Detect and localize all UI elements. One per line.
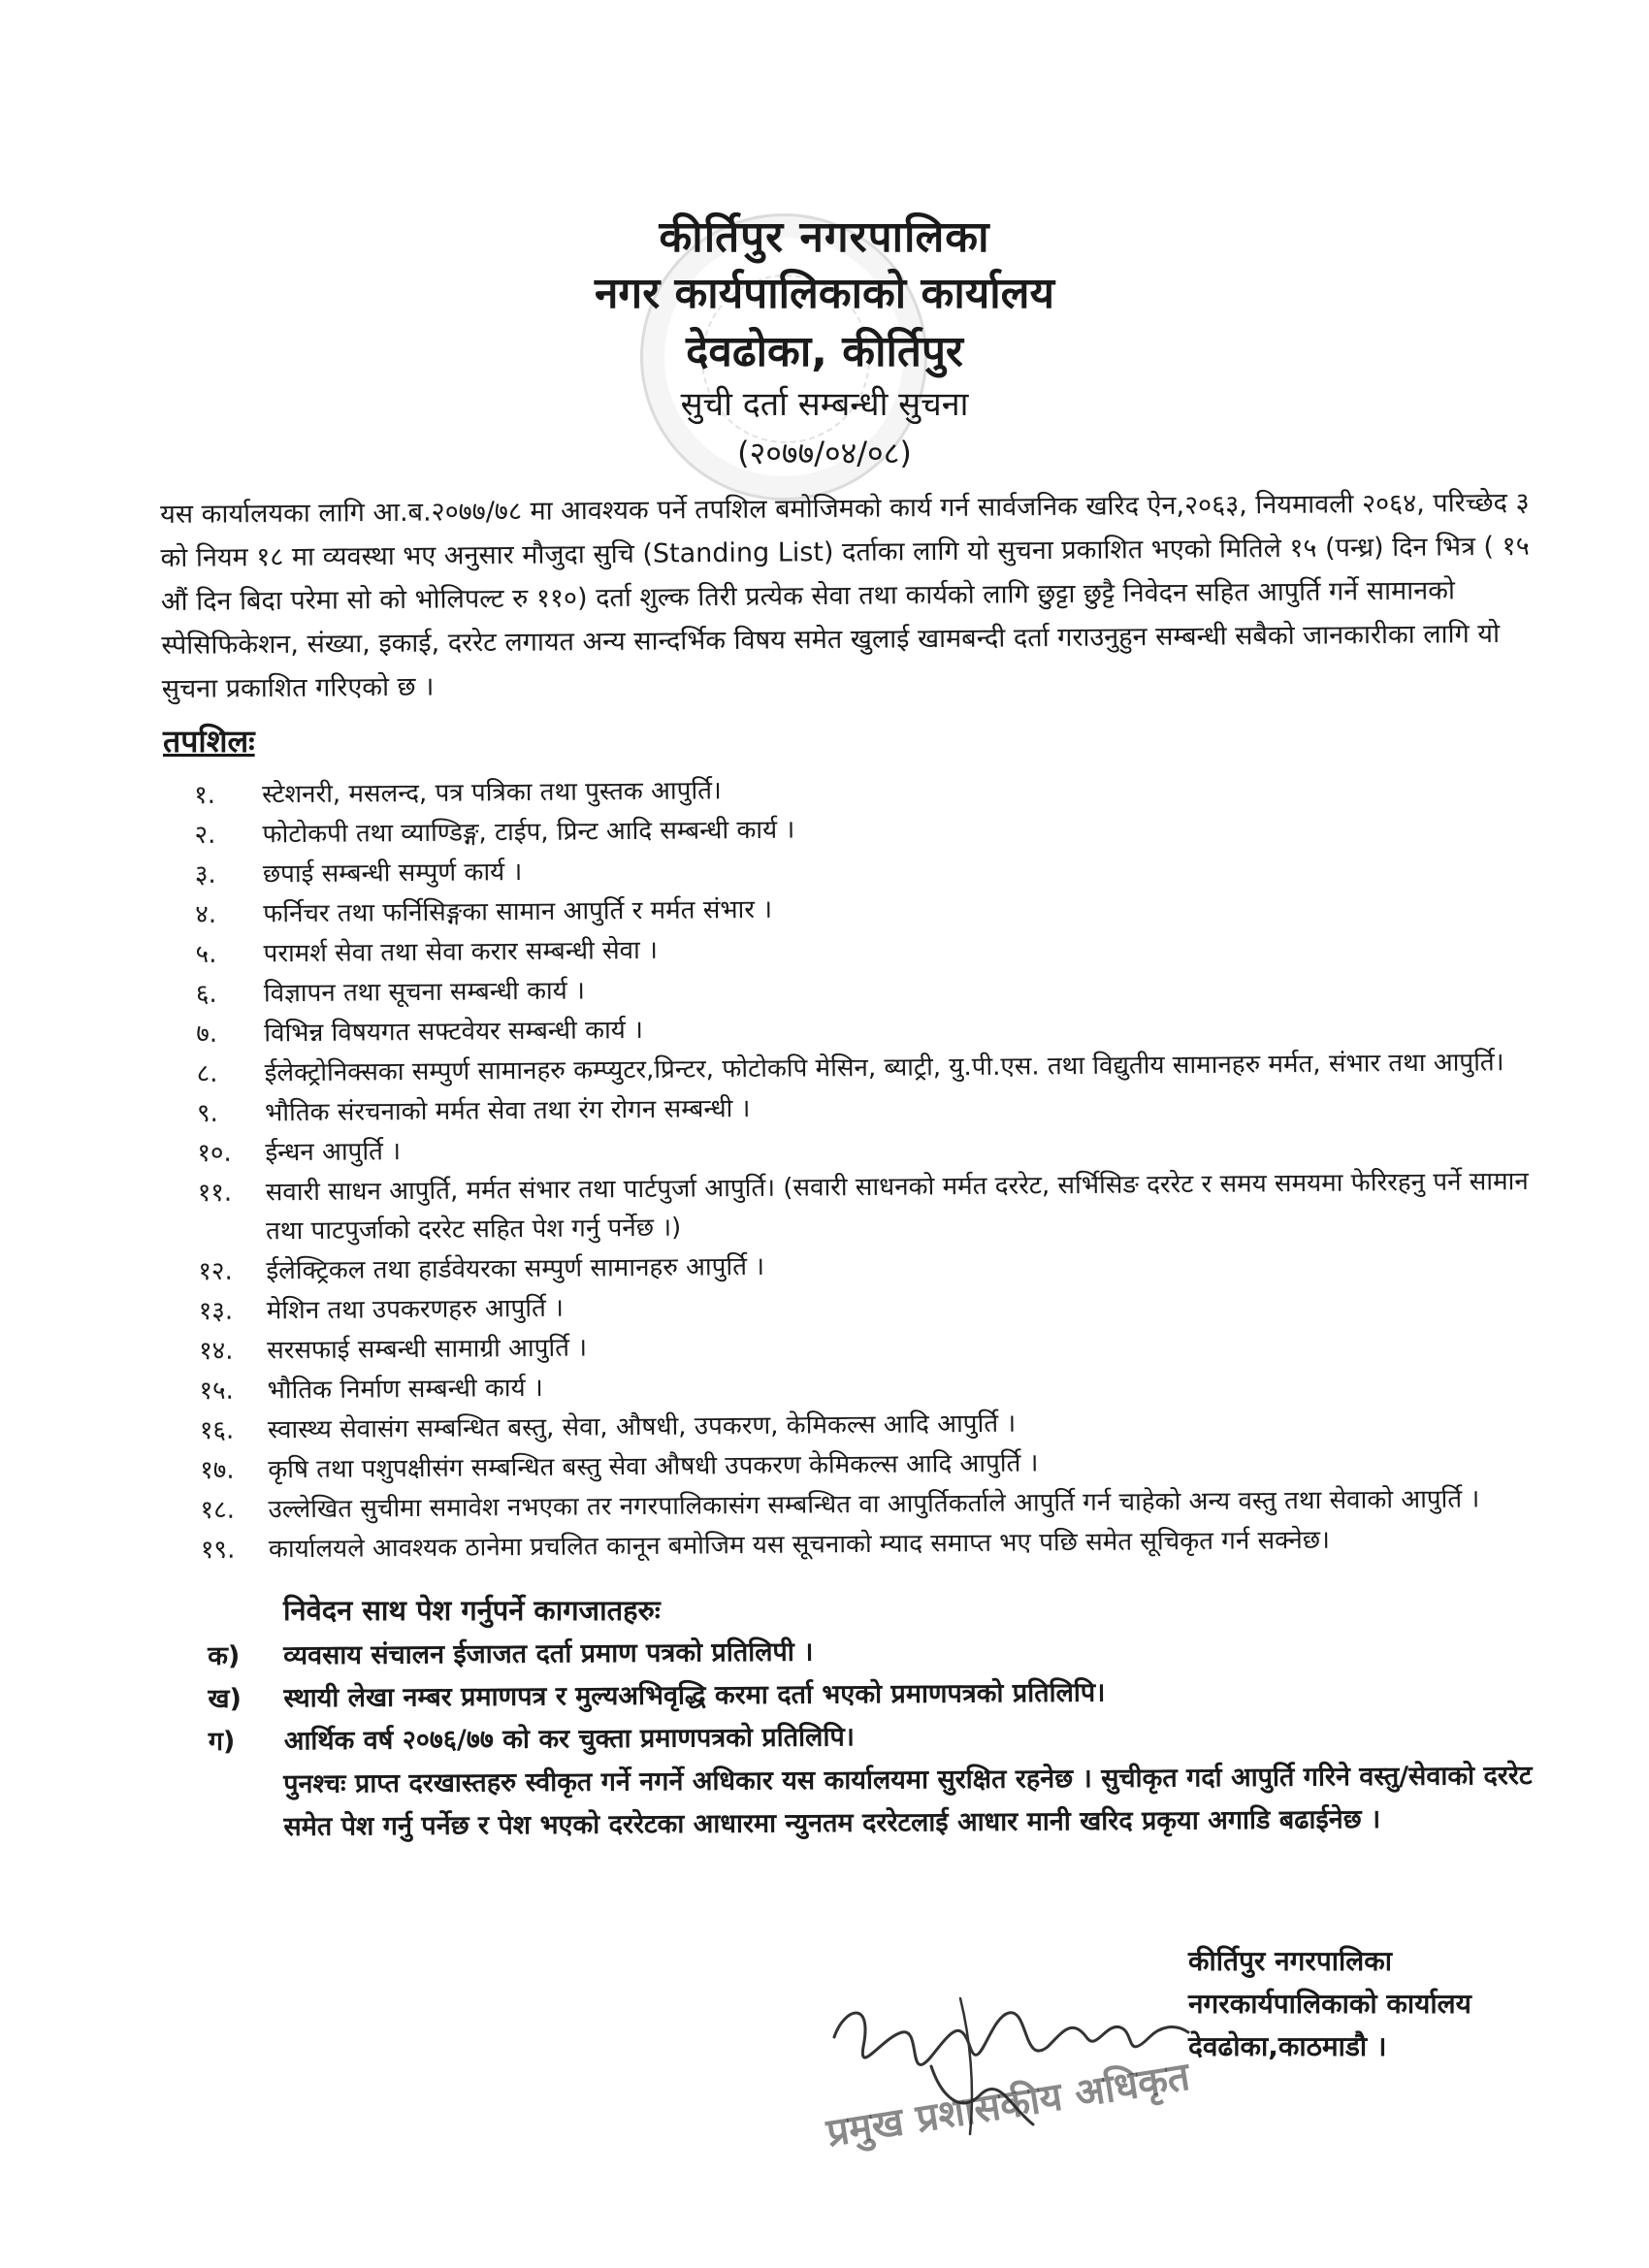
service-item-number: १६. <box>199 1415 235 1445</box>
postscript-note: पुनश्चः प्राप्त दरखास्तहरु स्वीकृत गर्ने नगर्ने अधिकार यस कार्यालयमा सुरक्षित रहनेछ । सुचीकृत गर्दा आपुर्ति गरिने वस्तु/सेवाको दररेट समेत पेश गर्नु पर्नेछ र पेश भएको दररेटका आधारमा न्युनतम दररेटलाई आधार मानी खरिद प्रकृया अगाडि बढाईनेछ । <box>283 1761 1533 1842</box>
service-item-text: कार्यालयले आवश्यक ठानेमा प्रचलित कानून बमोजिम यस सूचनाको म्याद समाप्त भए पछि समेत सूचिकृत गर्न सक्नेछ। <box>268 1525 1331 1565</box>
service-item-text: ईलेक्ट्रोनिक्सका सम्पुर्ण सामानहरु कम्प्युटर,प्रिन्टर, फोटोकपि मेसिन, ब्याट्री, यु.पी.एस. तथा विद्युतीय सामानहरु मर्मत, संभार तथा आपुर्ति। <box>264 1048 1504 1088</box>
service-item-text: स्टेशनरी, मसलन्द, पत्र पत्रिका तथा पुस्तक आपुर्ति। <box>262 776 722 810</box>
service-item-text: ईलेक्ट्रिकल तथा हार्डवेयरका सम्पुर्ण सामानहरु आपुर्ति । <box>266 1251 765 1286</box>
service-item-number: ९. <box>196 1098 218 1128</box>
document-item-text: व्यवसाय संचालन ईजाजत दर्ता प्रमाण पत्रको प्रतिलिपी । <box>283 1636 814 1671</box>
notice-title: सुची दर्ता सम्बन्धी सुचना <box>680 385 969 424</box>
issuer-block <box>1188 1940 1576 2068</box>
service-item-number: १७. <box>200 1455 235 1485</box>
documents-heading: निवेदन साथ पेश गर्नुपर्ने कागजातहरुः <box>283 1594 661 1627</box>
service-item-number: ३. <box>194 859 216 890</box>
issuer-municipality: कीर्तिपुर नगरपालिका <box>1188 1945 1392 1977</box>
service-item-number: १४. <box>199 1336 234 1366</box>
service-item-text: सवारी साधन आपुर्ति, मर्मत संभार तथा पार्टपुर्जा आपुर्ति। (सवारी साधनको मर्मत दररेट, सर्भिसिङ दररेट र समय समयमा फेरिरहनु पर्ने सामान तथा पाटपुर्जाको दररेट सहित पेश गर्नु पर्नेछ ।) <box>265 1167 1529 1247</box>
service-item-text: विभिन्न विषयगत सफ्टवेयर सम्बन्धी कार्य । <box>264 1015 644 1049</box>
service-item-number: २. <box>194 820 216 850</box>
service-item-text: फोटोकपी तथा व्याण्डिङ्ग, टाईप, प्रिन्ट आदि सम्बन्धी कार्य । <box>262 815 795 850</box>
service-item-number: ८. <box>196 1058 218 1088</box>
service-item-text: छपाई सम्बन्धी सम्पुर्ण कार्य । <box>262 858 523 890</box>
required-documents-list <box>208 1626 1567 1764</box>
municipality-name: कीर्तिपुर नगरपालिका <box>659 212 990 262</box>
service-item-text: ईन्धन आपुर्ति । <box>265 1137 402 1168</box>
officer-stamp: प्रमुख प्रशासकीय अधिकृत <box>824 2054 1193 2156</box>
service-items-list <box>194 764 1568 1571</box>
issuer-address: देवढोका,काठमाडौ । <box>1188 2030 1387 2062</box>
service-item-number: १५. <box>199 1376 234 1406</box>
document-item-number: ख) <box>208 1683 242 1714</box>
service-item-number: ७. <box>196 1019 218 1049</box>
details-heading: तपशिलः <box>163 723 255 760</box>
service-item-number: १८. <box>200 1495 236 1525</box>
office-name: नगर कार्यपालिकाको कार्यालय <box>595 269 1054 318</box>
service-item-text: स्वास्थ्य सेवासंग सम्बन्धित बस्तु, सेवा, औषधी, उपकरण, केमिकल्स आदि आपुर्ति । <box>267 1409 1017 1445</box>
service-item-number: १. <box>194 780 216 810</box>
service-item-number: ४. <box>195 899 217 929</box>
document-item-number: ग) <box>208 1726 236 1757</box>
service-item-text: परामर्श सेवा तथा सेवा करार सम्बन्धी सेवा । <box>263 935 659 969</box>
service-item-text: भौतिक संरचनाको मर्मत सेवा तथा रंग रोगन सम्बन्धी । <box>264 1094 751 1128</box>
service-item-number: १३. <box>198 1296 234 1326</box>
document-item-text: स्थायी लेखा नम्बर प्रमाणपत्र र मुल्यअभिवृद्धि करमा दर्ता भएको प्रमाणपत्रको प्रतिलिपि। <box>283 1677 1106 1714</box>
service-item-number: १९. <box>200 1535 236 1565</box>
service-item-text: कृषि तथा पशुपक्षीसंग सम्बन्धित बस्तु सेवा औषधी उपकरण केमिकल्स आदि आपुर्ति । <box>268 1448 1039 1485</box>
service-item-text: मेशिन तथा उपकरणहरु आपुर्ति । <box>266 1293 565 1326</box>
issuer-office: नगरकार्यपालिकाको कार्यालय <box>1188 1988 1471 2020</box>
service-item <box>198 1162 1567 1251</box>
document-item-text: आर्थिक वर्ष २०७६/७७ को कर चुक्ता प्रमाणपत्रको प्रतिलिपि। <box>283 1722 856 1757</box>
service-item-number: ११. <box>197 1178 233 1208</box>
service-item-number: १२. <box>198 1256 233 1286</box>
service-item-text: सरसफाई सम्बन्धी सामाग्री आपुर्ति । <box>267 1333 588 1366</box>
notice-date: (२०७७/०४/०८) <box>737 435 912 471</box>
service-item-text: उल्लेखित सुचीमा समावेश नभएका तर नगरपालिकासंग सम्बन्धित वा आपुर्तिकर्ताले आपुर्ति गर्न चाहेको अन्य वस्तु तथा सेवाको आपुर्ति । <box>268 1484 1480 1525</box>
office-address: देवढोका, कीर्तिपुर <box>686 327 963 376</box>
service-item-text: भौतिक निर्माण सम्बन्धी कार्य । <box>267 1373 543 1406</box>
service-item-number: ६. <box>195 979 217 1009</box>
service-item-text: फर्निचर तथा फर्निसिङ्गका सामान आपुर्ति र मर्मत संभार । <box>263 894 773 929</box>
service-item-text: विज्ञापन तथा सूचना सम्बन्धी कार्य । <box>263 976 586 1009</box>
service-item-number: ५. <box>195 939 217 969</box>
document-item-number: क) <box>208 1640 241 1671</box>
service-item-number: १०. <box>197 1138 232 1168</box>
intro-paragraph: यस कार्यालयका लागि आ.ब.२०७७/७८ मा आवश्यक पर्ने तपशिल बमोजिमको कार्य गर्न सार्वजनिक खरिद ऐन,२०६३, नियमावली २०६४, परिच्छेद ३ को नियम १८ मा व्यवस्था भए अनुसार मौजुदा सुचि (Standing List) दर्ताका लागि यो सुचना प्रकाशित भएको मितिले १५ (पन्ध्र) दिन भित्र ( १५ औं दिन बिदा परेमा सो को भोलिपल्ट रु ११०) दर्ता शुल्क तिरी प्रत्येक सेवा तथा कार्यको लागि छुट्टा छुट्टै निवेदन सहित आपुर्ति गर्ने सामानको स्पेसिफिकेशन, संख्या, इकाई, दररेट लगायत अन्य सान्दर्भिक विषय समेत खुलाई खामबन्दी दर्ता गराउनुहुन सम्बन्धी सबैको जानकारीका लागि यो सुचना प्रकाशित गरिएको छ । <box>160 487 1530 704</box>
